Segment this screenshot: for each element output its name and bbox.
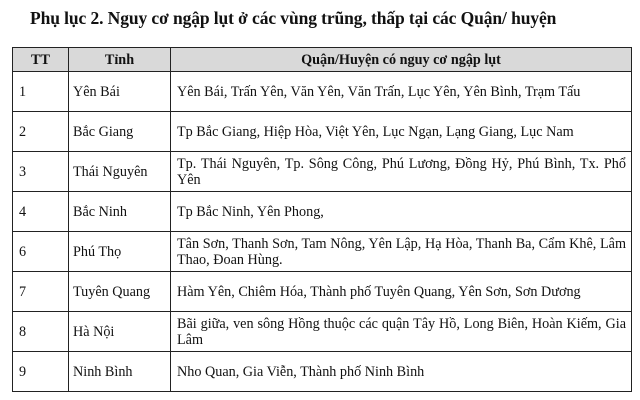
row-province: Ninh Bình	[69, 352, 171, 392]
row-districts: Hàm Yên, Chiêm Hóa, Thành phố Tuyên Quang, Yên Sơn, Sơn Dương	[171, 272, 632, 312]
table-row	[13, 232, 632, 272]
row-number: 9	[13, 352, 69, 392]
row-province: Tuyên Quang	[69, 272, 171, 312]
table-row	[13, 112, 632, 152]
row-districts: Bãi giữa, ven sông Hồng thuộc các quận Tây Hồ, Long Biên, Hoàn Kiếm, Gia Lâm	[171, 312, 632, 352]
table-row	[13, 312, 632, 352]
row-districts: Tp Bắc Giang, Hiệp Hòa, Việt Yên, Lục Ngạn, Lạng Giang, Lục Nam	[171, 112, 632, 152]
header-districts: Quận/Huyện có nguy cơ ngập lụt	[171, 48, 632, 72]
row-districts: Tp Bắc Ninh, Yên Phong,	[171, 192, 632, 232]
row-province: Hà Nội	[69, 312, 171, 352]
row-number: 1	[13, 72, 69, 112]
table-header-row	[13, 48, 632, 72]
table-row	[13, 352, 632, 392]
row-districts: Tân Sơn, Thanh Sơn, Tam Nông, Yên Lập, Hạ Hòa, Thanh Ba, Cẩm Khê, Lâm Thao, Đoan Hùng.	[171, 232, 632, 272]
row-number: 7	[13, 272, 69, 312]
row-number: 2	[13, 112, 69, 152]
row-number: 4	[13, 192, 69, 232]
header-tt: TT	[13, 48, 69, 72]
row-districts: Tp. Thái Nguyên, Tp. Sông Công, Phú Lương, Đồng Hỷ, Phú Bình, Tx. Phổ Yên	[171, 152, 632, 192]
row-number: 6	[13, 232, 69, 272]
table-row	[13, 192, 632, 232]
document-title: Phụ lục 2. Nguy cơ ngập lụt ở các vùng trũng, thấp tại các Quận/ huyện	[30, 8, 557, 28]
row-province: Phú Thọ	[69, 232, 171, 272]
flood-risk-table	[12, 47, 632, 392]
row-province: Yên Bái	[69, 72, 171, 112]
row-number: 3	[13, 152, 69, 192]
row-districts: Yên Bái, Trấn Yên, Văn Yên, Văn Trấn, Lục Yên, Yên Bình, Trạm Tấu	[171, 72, 632, 112]
row-districts: Nho Quan, Gia Viễn, Thành phố Ninh Bình	[171, 352, 632, 392]
row-province: Bắc Ninh	[69, 192, 171, 232]
header-province: Tỉnh	[69, 48, 171, 72]
table-row	[13, 272, 632, 312]
table-row	[13, 152, 632, 192]
row-province: Bắc Giang	[69, 112, 171, 152]
table-row	[13, 72, 632, 112]
row-number: 8	[13, 312, 69, 352]
row-province: Thái Nguyên	[69, 152, 171, 192]
